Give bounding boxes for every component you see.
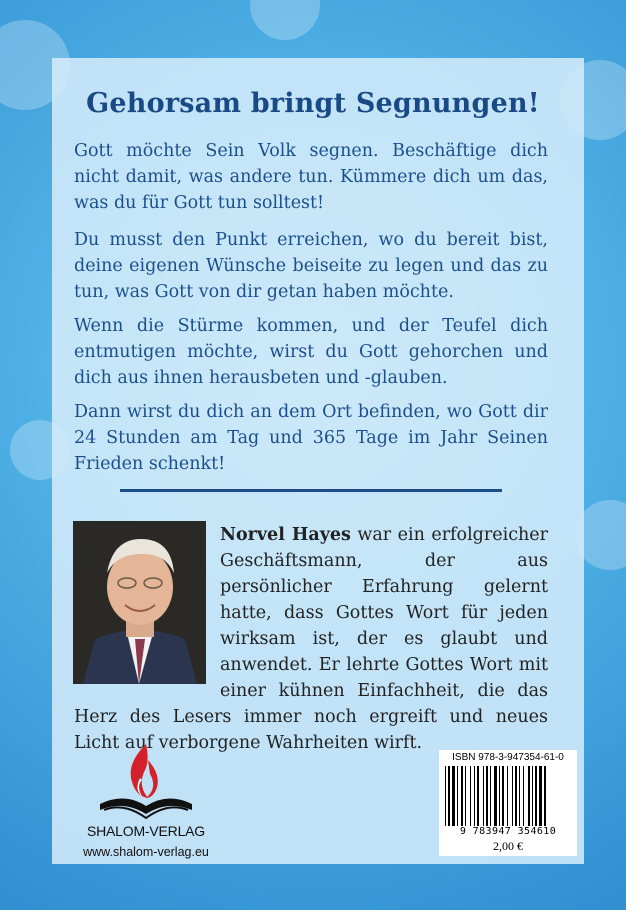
isbn-label: ISBN 978-3-947354-61-0 xyxy=(452,752,564,763)
paragraph-4: Dann wirst du dich an dem Ort befinden, wo Gott dir 24 Stunden am Tag und 365 Tage im Jahr Seinen Frieden schenkt! xyxy=(74,402,548,474)
headline: Gehorsam bringt Segnungen! xyxy=(86,88,540,119)
publisher-website: www.shalom-verlag.eu xyxy=(83,845,209,859)
author-name: Norvel Hayes xyxy=(220,525,351,545)
paragraph-3: Wenn die Stürme kommen, und der Teufel dich entmutigen möchte, wirst du Gott gehorchen und dich aus ihnen herausbeten und -glauben. xyxy=(74,316,548,388)
barcode-box xyxy=(439,750,577,856)
flame-on-open-book-icon xyxy=(70,738,222,824)
bokeh-light xyxy=(250,0,320,40)
paragraph-1: Gott möchte Sein Volk segnen. Beschäftige dich nicht damit, was andere tun. Kümmere dich um das, was du für Gott tun solltest! xyxy=(74,141,548,213)
price: 2,00 € xyxy=(493,839,523,853)
barcode xyxy=(445,766,571,826)
author-bio-text: war ein erfolgreicher Geschäftsmann, der aus persönlicher Erfahrung gelernt hatte, dass Gottes Wort für jeden wirksam ist, der es glaubt und anwendet. Er lehrte Gottes Wort mit einer kühnen Einfachheit, die das Herz des Lesers immer noch ergreift und neues Licht auf verborgene Wahrheiten wirft. xyxy=(74,525,548,753)
paragraph-2: Du musst den Punkt erreichen, wo du bereit bist, deine eigenen Wünsche beiseite zu legen und das zu tun, was Gott von dir getan haben möchte. xyxy=(74,230,548,302)
divider xyxy=(120,489,502,492)
publisher-name: SHALOM-VERLAG xyxy=(87,823,205,839)
author-bio xyxy=(74,522,548,756)
barcode-digits: 9 783947 354610 xyxy=(459,826,557,837)
